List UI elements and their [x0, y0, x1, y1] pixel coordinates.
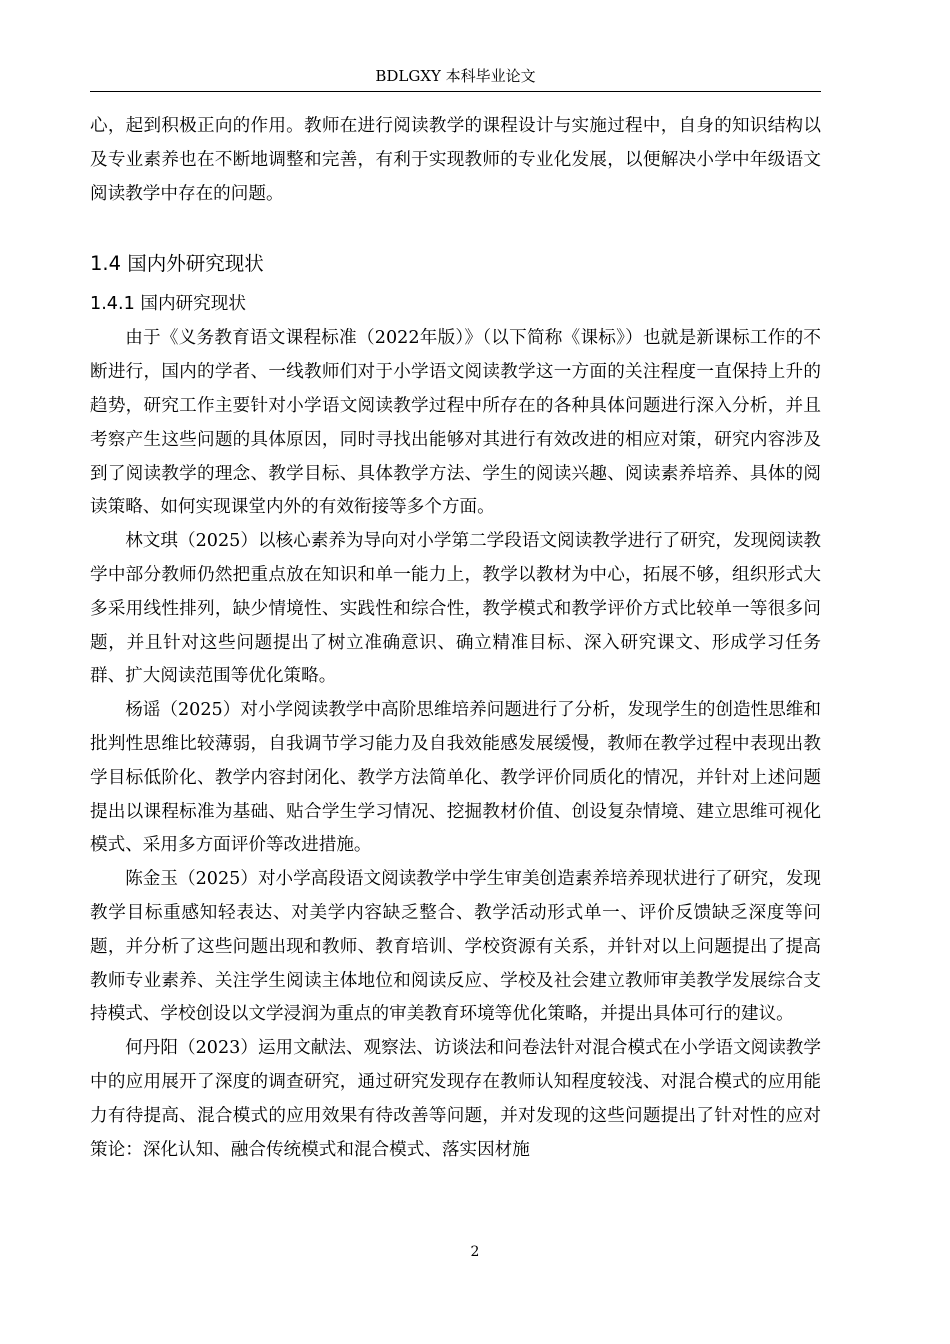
paragraph-intro: 由于《义务教育语文课程标准（2022年版）》（以下简称《课标》）也就是新课标工作的不断进行，国内的学者、一线教师们对于小学语文阅读教学这一方面的关注程度一直保持上升的趋势，研究工作主要针对小学语文阅读教学过程中所存在的各种具体问题进行深入分析，并且考察产生这些问题的具体原因，同时寻找出能够对其进行有效改进的相应对策，研究内容涉及到了阅读教学的理念、教学目标、具体教学方法、学生的阅读兴趣、阅读素养培养、具体的阅读策略、如何实现课堂内外的有效衔接等多个方面。 [90, 328, 821, 518]
section-heading: 1.4 国内外研究现状 [90, 252, 264, 276]
page-number: 2 [470, 1244, 480, 1260]
paragraph-yang: 杨谣（2025）对小学阅读教学中高阶思维培养问题进行了分析，发现学生的创造性思维和批判性思维比较薄弱，自我调节学习能力及自我效能感发展缓慢，教师在教学过程中表现出教学目标低阶化、教学内容封闭化、教学方法简单化、教学评价同质化的情况，并针对上述问题提出以课程标准为基础、贴合学生学习情况、挖掘教材价值、创设复杂情境、建立思维可视化模式、采用多方面评价等改进措施。 [90, 700, 821, 856]
subsection-heading: 1.4.1 国内研究现状 [90, 294, 246, 315]
running-header: BDLGXY 本科毕业论文 [375, 67, 536, 85]
header-rule [90, 91, 821, 92]
paragraph-lin: 林文琪（2025）以核心素养为导向对小学第二学段语文阅读教学进行了研究，发现阅读教学中部分教师仍然把重点放在知识和单一能力上，教学以教材为中心，拓展不够，组织形式大多采用线性排列，缺少情境性、实践性和综合性，教学模式和教学评价方式比较单一等很多问题，并且针对这些问题提出了树立准确意识、确立精准目标、深入研究课文、形成学习任务群、扩大阅读范围等优化策略。 [90, 531, 821, 687]
paragraph-chen: 陈金玉（2025）对小学高段语文阅读教学中学生审美创造素养培养现状进行了研究，发现教学目标重感知轻表达、对美学内容缺乏整合、教学活动形式单一、评价反馈缺乏深度等问题，并分析了这些问题出现和教师、教育培训、学校资源有关系，并针对以上问题提出了提高教师专业素养、关注学生阅读主体地位和阅读反应、学校及社会建立教师审美教学发展综合支持模式、学校创设以文学浸润为重点的审美教育环境等优化策略，并提出具体可行的建议。 [90, 869, 821, 1025]
paragraph-continuation: 心，起到积极正向的作用。教师在进行阅读教学的课程设计与实施过程中，自身的知识结构以及专业素养也在不断地调整和完善，有利于实现教师的专业化发展，以便解决小学中年级语文阅读教学中存在的问题。 [90, 116, 821, 204]
page-body [90, 110, 821, 1167]
paragraph-he: 何丹阳（2023）运用文献法、观察法、访谈法和问卷法针对混合模式在小学语文阅读教学中的应用展开了深度的调查研究，通过研究发现存在教师认知程度较浅、对混合模式的应用能力有待提高、混合模式的应用效果有待改善等问题，并对发现的这些问题提出了针对性的应对策论：深化认知、融合传统模式和混合模式、落实因材施 [90, 1038, 821, 1160]
